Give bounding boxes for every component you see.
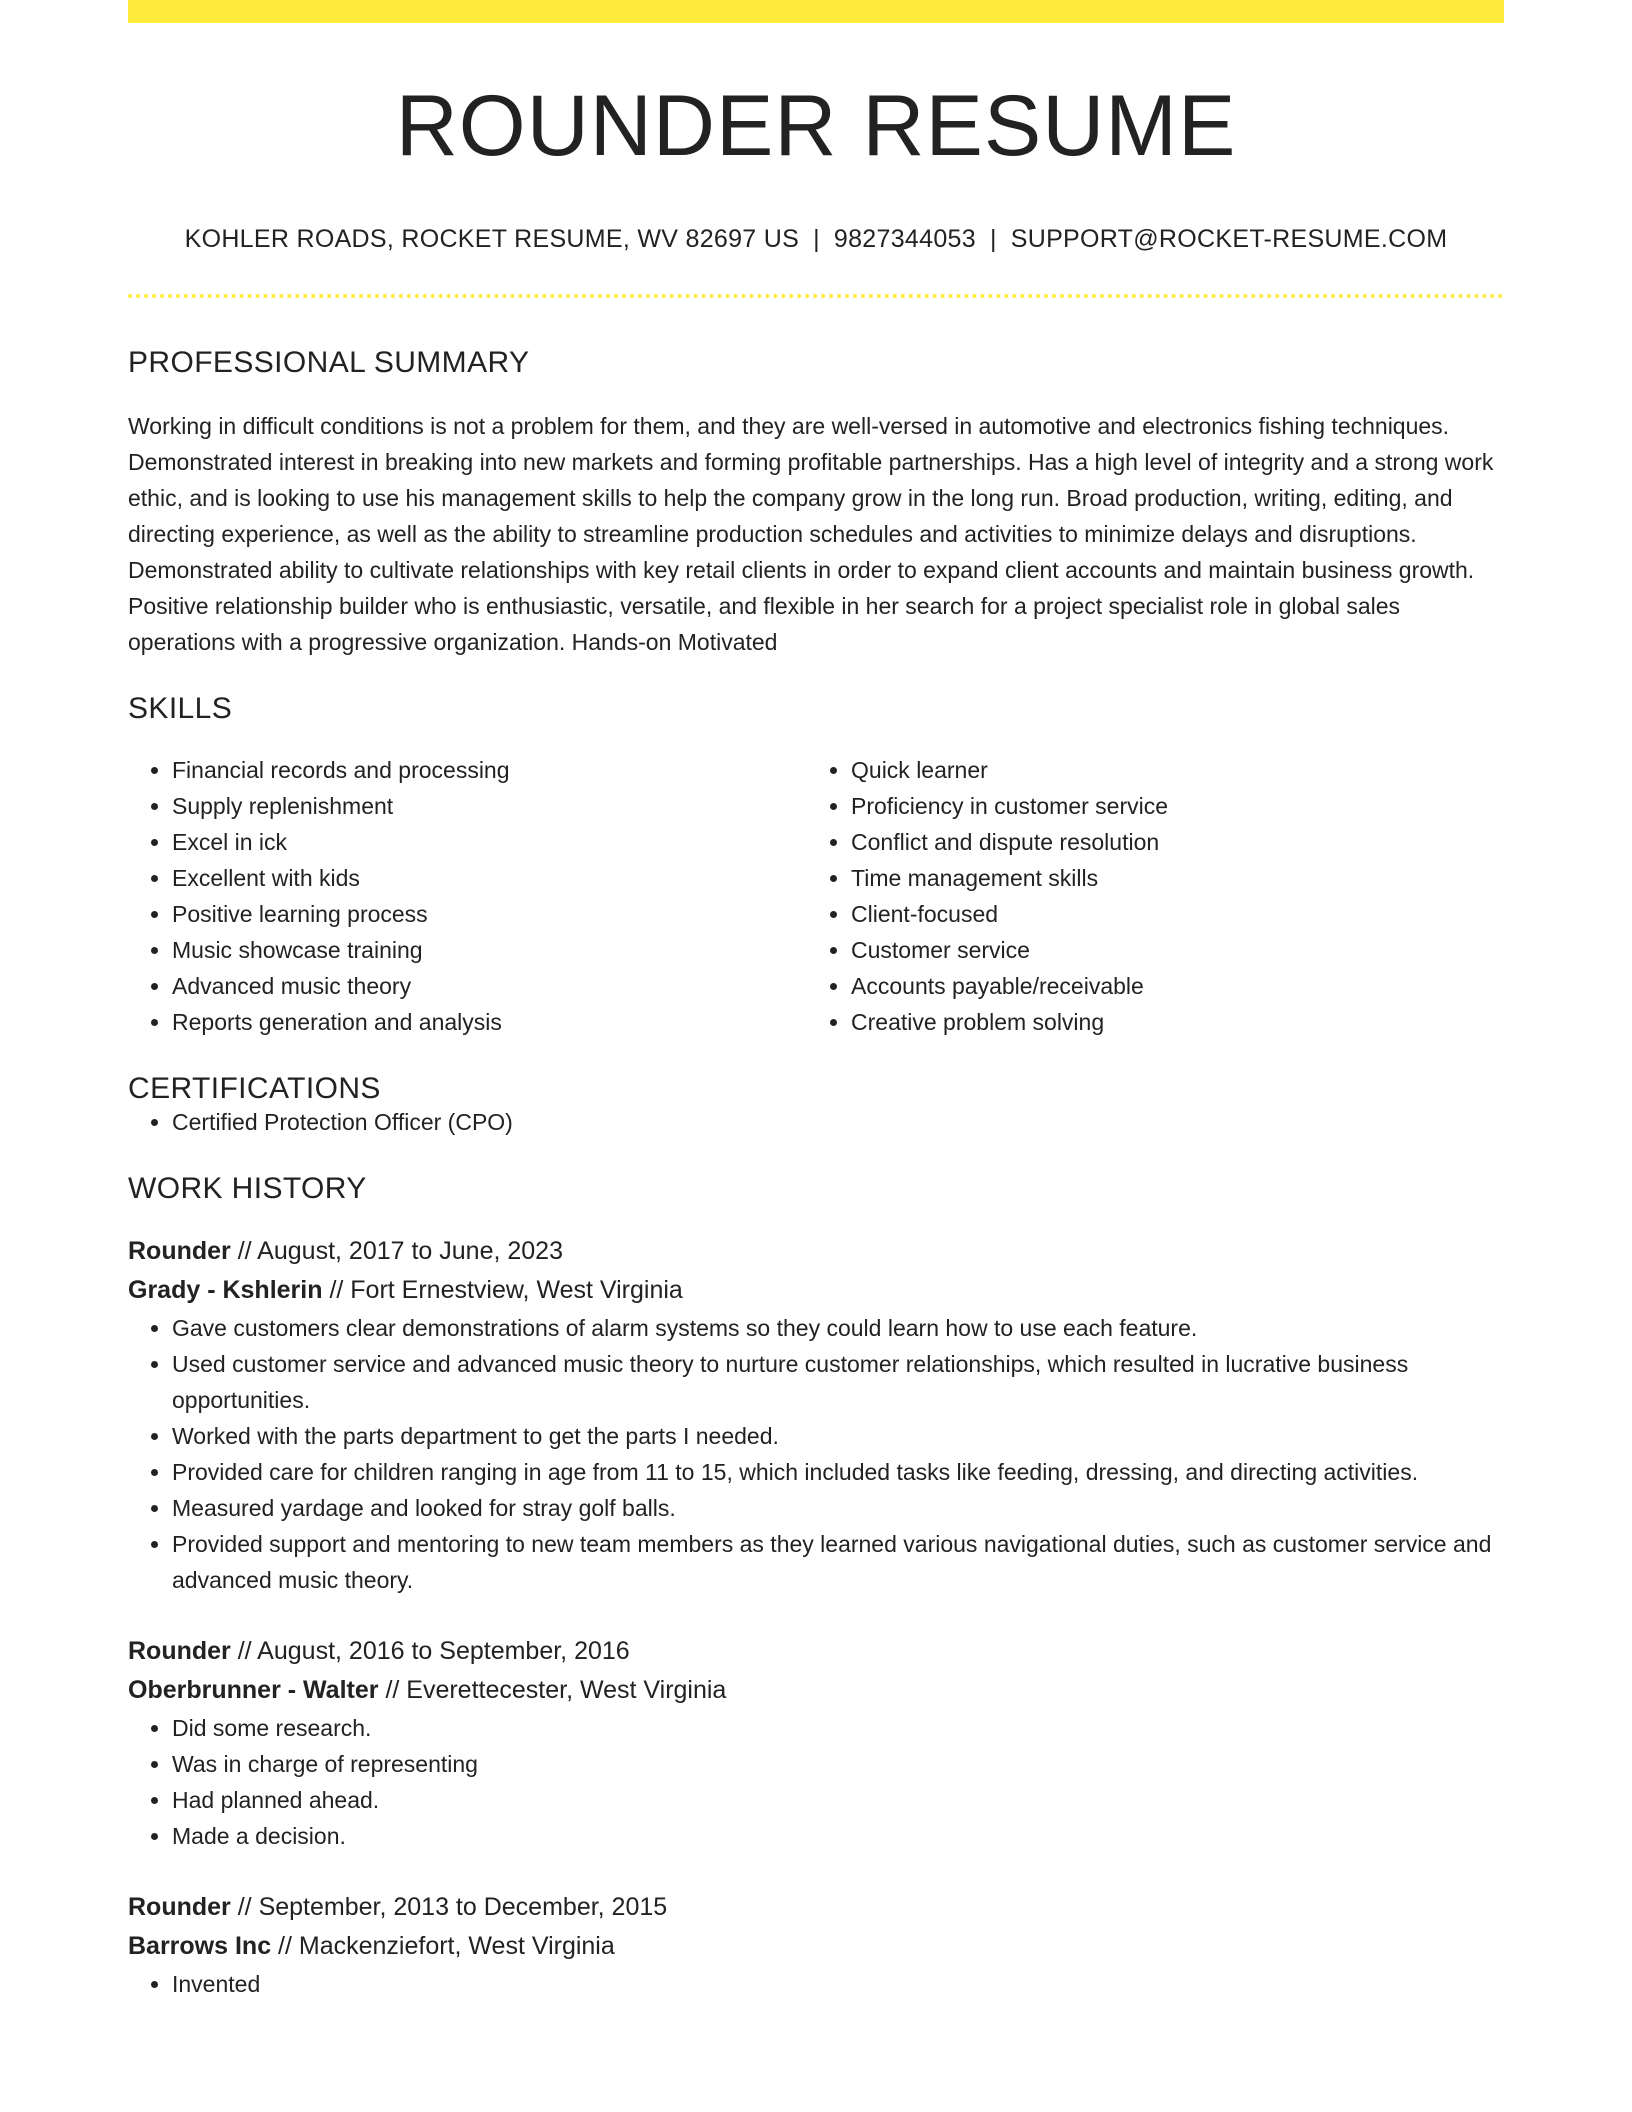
skill-item: • Supply replenishment (172, 788, 805, 824)
skill-item: • Excellent with kids (172, 860, 805, 896)
work-history-heading: WORK HISTORY (128, 1172, 367, 1205)
skill-item: • Advanced music theory (172, 968, 805, 1004)
skill-item: • Financial records and processing (172, 752, 805, 788)
job-title-line (128, 1888, 1504, 1927)
job-duty: • Provided care for children ranging in age from 11 to 15, which included tasks like feeding, dressing, and directing activities. (172, 1454, 1504, 1490)
job-location: // Fort Ernestview, West Virginia (322, 1276, 683, 1304)
contact-line (128, 227, 1504, 252)
skills-left-list (128, 752, 805, 1040)
job-role: Rounder (128, 1237, 231, 1265)
job-duty: • Made a decision. (172, 1818, 1504, 1854)
job-role: Rounder (128, 1637, 231, 1665)
job-entry (128, 1888, 1504, 2002)
skill-item: • Excel in ick (172, 824, 805, 860)
job-company: Oberbrunner - Walter (128, 1676, 379, 1704)
summary-text: Working in difficult conditions is not a problem for them, and they are well-versed in automotive and electronics fishing techniques. Demonstrated interest in breaking into new markets and forming profitable partnerships. Has a high level of integrity and a strong work ethic, and is looking to use his management skills to help the company grow in the long run. Broad production, writing, editing, and directing experience, as well as the ability to streamline production schedules and activities to minimize delays and disruptions. Demonstrated ability to cultivate relationships with key retail clients in order to expand client accounts and maintain business growth. Positive relationship builder who is enthusiastic, versatile, and flexible in her search for a project specialist role in global sales operations with a progressive organization. Hands-on Motivated (128, 413, 1494, 655)
skill-item: • Music showcase training (172, 932, 805, 968)
skill-item: • Quick learner (851, 752, 1504, 788)
job-title-line (128, 1632, 1504, 1671)
contact-phone: 9827344053 (833, 225, 976, 253)
job-dates: // August, 2017 to June, 2023 (230, 1237, 563, 1265)
contact-separator: | (813, 225, 820, 253)
job-duty: • Gave customers clear demonstrations of alarm systems so they could learn how to use each feature. (172, 1310, 1504, 1346)
job-role: Rounder (128, 1893, 231, 1921)
skill-item: • Reports generation and analysis (172, 1004, 805, 1040)
certification-item: • Certified Protection Officer (CPO) (172, 1104, 1504, 1140)
job-company: Grady - Kshlerin (128, 1276, 323, 1304)
skill-item: • Positive learning process (172, 896, 805, 932)
job-company: Barrows Inc (128, 1932, 272, 1960)
certifications-heading: CERTIFICATIONS (128, 1072, 381, 1105)
summary-heading: PROFESSIONAL SUMMARY (128, 346, 530, 379)
job-title-line (128, 1232, 1504, 1271)
skill-item: • Proficiency in customer service (851, 788, 1504, 824)
job-entry (128, 1232, 1504, 1598)
skills-columns (128, 752, 1504, 1040)
contact-separator: | (989, 225, 997, 253)
job-location: // Mackenziefort, West Virginia (271, 1932, 615, 1960)
job-duty: • Measured yardage and looked for stray golf balls. (172, 1490, 1504, 1526)
job-dates: // September, 2013 to December, 2015 (230, 1893, 668, 1921)
job-duty: • Invented (172, 1966, 1504, 2002)
skills-right-list (805, 752, 1504, 1040)
job-duty: • Was in charge of representing (172, 1746, 1504, 1782)
job-dates: // August, 2016 to September, 2016 (230, 1637, 630, 1665)
job-company-line (128, 1271, 1504, 1310)
skill-item: • Accounts payable/receivable (851, 968, 1504, 1004)
certifications-list (128, 1104, 1504, 1140)
job-duties-list (128, 1310, 1504, 1598)
contact-email: SUPPORT@ROCKET-RESUME.COM (1010, 225, 1448, 253)
job-duty: • Had planned ahead. (172, 1782, 1504, 1818)
skill-item: • Time management skills (851, 860, 1504, 896)
skills-heading: SKILLS (128, 692, 233, 725)
job-duties-list (128, 1966, 1504, 2002)
top-accent-bar (128, 0, 1504, 23)
job-duty: • Worked with the parts department to get the parts I needed. (172, 1418, 1504, 1454)
candidate-name: ROUNDER RESUME (395, 78, 1237, 174)
contact-address: KOHLER ROADS, ROCKET RESUME, WV 82697 US (184, 225, 800, 253)
skill-item: • Creative problem solving (851, 1004, 1504, 1040)
job-location: // Everettecester, West Virginia (378, 1676, 727, 1704)
job-entry (128, 1632, 1504, 1854)
job-duty: • Provided support and mentoring to new team members as they learned various navigational duties, such as customer service and advanced music theory. (172, 1526, 1504, 1598)
skill-item: • Client-focused (851, 896, 1504, 932)
job-company-line (128, 1927, 1504, 1966)
dotted-divider (128, 294, 1504, 298)
job-duty: • Used customer service and advanced music theory to nurture customer relationships, which resulted in lucrative business opportunities. (172, 1346, 1504, 1418)
job-company-line (128, 1671, 1504, 1710)
skill-item: • Customer service (851, 932, 1504, 968)
job-duty: • Did some research. (172, 1710, 1504, 1746)
skill-item: • Conflict and dispute resolution (851, 824, 1504, 860)
resume-page (128, 0, 1504, 2002)
job-duties-list (128, 1710, 1504, 1854)
